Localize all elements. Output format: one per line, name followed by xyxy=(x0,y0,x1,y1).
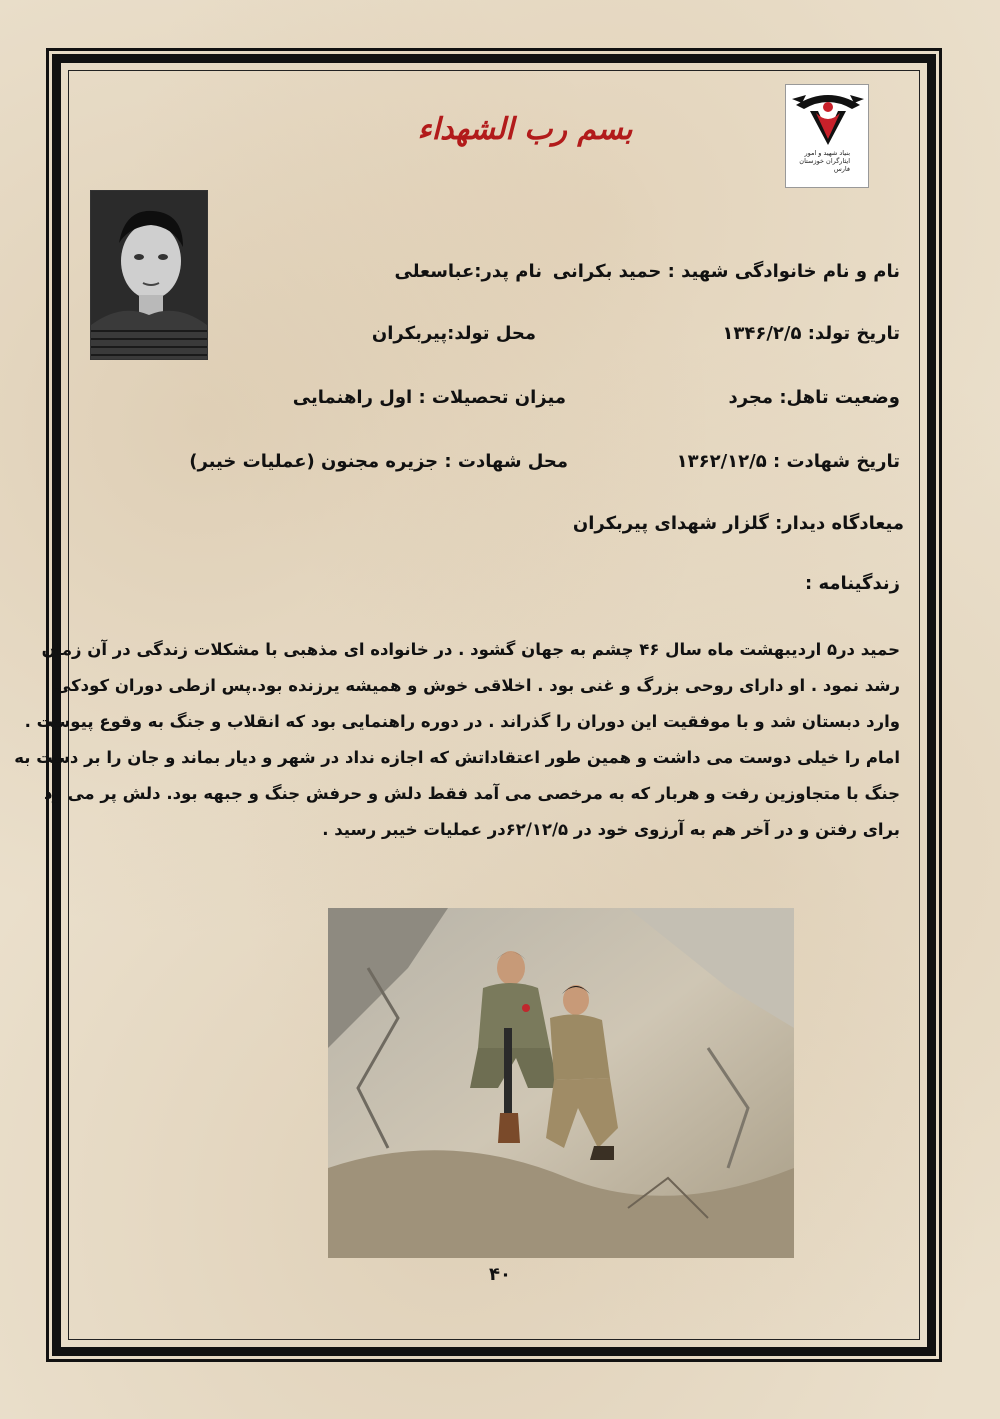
meeting-place: میعادگاه دیدار: گلزار شهدای پیربکران xyxy=(572,513,904,534)
martyrdom-date: تاریخ شهادت : ۱۳۶۲/۱۲/۵ xyxy=(676,451,900,472)
martyr-portrait xyxy=(90,190,208,360)
bio-line: حمید در۵ اردیبهشت ماه سال ۴۶ چشم به جهان گشود . در خانواده ای مذهبی با مشکلات زندگی در آن زمان xyxy=(41,640,900,659)
marital-status: وضعیت تاهل: مجرد xyxy=(728,387,900,408)
father-name: نام پدر:عباسعلی xyxy=(394,261,542,282)
logo-text: بنیاد شهید و امور ایثارگران خوزستان فارس xyxy=(799,149,850,173)
birth-date: تاریخ تولد: ۱۳۴۶/۲/۵ xyxy=(722,323,900,344)
bio-line: برای رفتن و در آخر هم به آرزوی خود در ۶۲/۱۲/۵در عملیات خیبر رسید . xyxy=(322,820,900,839)
education-level: میزان تحصیلات : اول راهنمایی xyxy=(292,387,566,408)
birth-place: محل تولد:پیربکران xyxy=(371,323,536,344)
bio-line: جنگ با متجاوزین رفت و هربار که به مرخصی می آمد فقط دلش و حرفش جنگ و جبهه بود. دلش پر می زد xyxy=(44,784,900,803)
bio-heading: زندگینامه : xyxy=(805,573,900,594)
page-number: ۴۰ xyxy=(489,1264,511,1285)
bio-line: وارد دبستان شد و با موفقیت این دوران را گذراند . در دوره راهنمایی بود که انقلاب و جنگ به وقوع پیوست . xyxy=(24,712,900,731)
bio-line: امام را خیلی دوست می داشت و همین طور اعتقاداتش که اجازه نداد در شهر و دیار بماند و جان را بر دست به xyxy=(14,748,900,767)
logo-emblem-icon xyxy=(786,85,869,155)
martyr-name: نام و نام خانوادگی شهید : حمید بکرانی xyxy=(552,261,900,282)
field-photo xyxy=(328,908,794,1258)
bio-line: رشد نمود . او دارای روحی بزرگ و غنی بود . اخلاقی خوش و همیشه یرزنده بود.پس ازطی دوران کودکی xyxy=(54,676,900,695)
foundation-logo xyxy=(785,84,869,188)
page-title: بسم رب الشهداء xyxy=(417,112,633,147)
martyrdom-place: محل شهادت : جزیره مجنون (عملیات خیبر) xyxy=(189,451,568,472)
biography xyxy=(14,632,900,848)
